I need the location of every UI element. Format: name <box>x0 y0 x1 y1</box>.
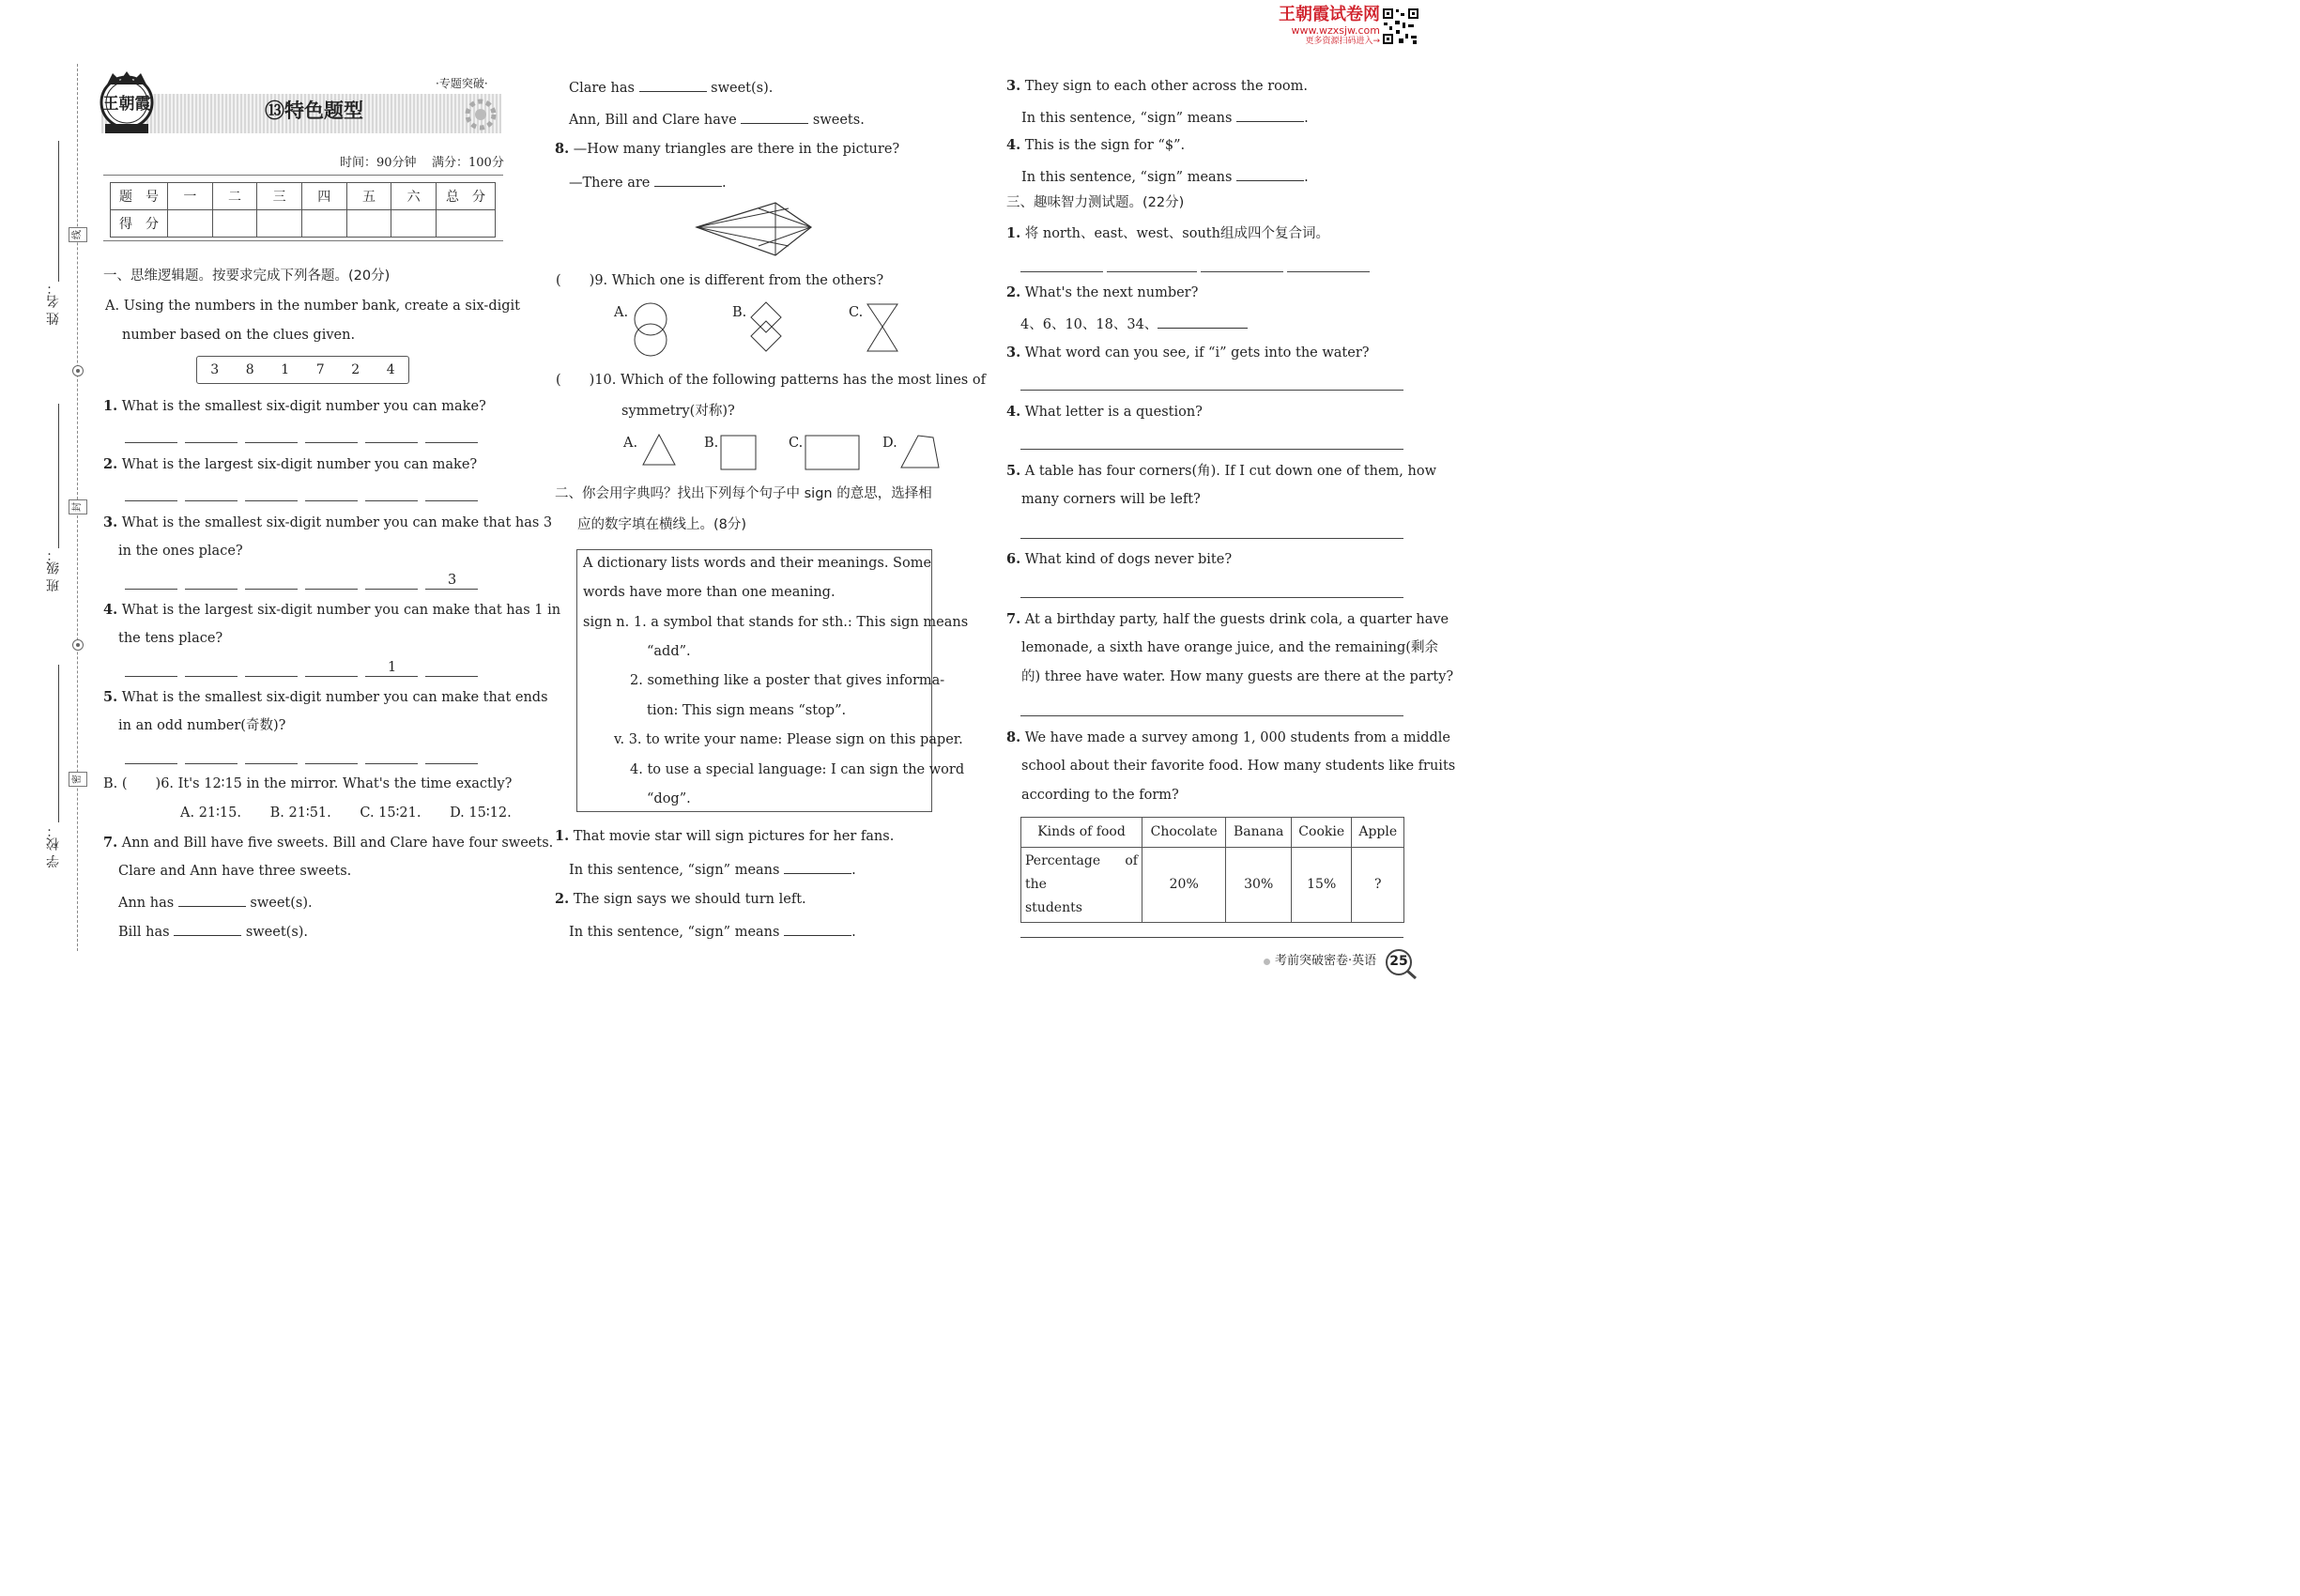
score-cell[interactable] <box>346 210 391 238</box>
sign-sentence-4: 4. This is the sign for “$”. <box>1006 137 1186 153</box>
title-text: 特色题型 <box>284 100 363 122</box>
question-4: 4. What is the largest six-digit number you can make that has 1 in <box>103 602 561 618</box>
fun-question-1: 1. 将 north、east、west、south组成四个复合词。 <box>1006 225 1329 241</box>
triangles-kite-figure <box>693 199 815 259</box>
question-6: B. ( )6. It's 12∶15 in the mirror. What's the time exactly? <box>103 776 513 791</box>
table-row-label: Percentage of the students <box>1021 847 1142 923</box>
qr-code-icon[interactable] <box>1382 8 1419 45</box>
site-brand <box>1275 6 1380 47</box>
fun-question-7: 7. At a birthday party, half the guests drink cola, a quarter have <box>1006 611 1449 627</box>
score-cell[interactable] <box>257 210 302 238</box>
table-cell: 20% <box>1142 847 1226 923</box>
name-field[interactable] <box>58 141 59 282</box>
answer-blank[interactable] <box>654 173 722 187</box>
answer-line[interactable] <box>1020 937 1403 938</box>
score-cell[interactable] <box>301 210 346 238</box>
score-table <box>110 182 496 238</box>
fun-question-8-cont2: according to the form? <box>1021 788 1179 803</box>
answer-line[interactable] <box>1020 597 1403 598</box>
score-table-rule <box>103 175 503 176</box>
sign-meaning-3: In this sentence, “sign” means . <box>1021 108 1309 127</box>
sign-sentence-1: 1. That movie star will sign pictures for her fans. <box>555 828 895 844</box>
answer-line[interactable] <box>1020 538 1403 539</box>
section1-intro-cont: number based on the clues given. <box>122 328 356 343</box>
site-url[interactable]: www.wzxsjw.com <box>1291 24 1380 37</box>
q10-option-a-label[interactable]: A. <box>623 436 638 451</box>
answer-blank[interactable] <box>784 860 851 874</box>
dict-line: “add”. <box>647 644 691 659</box>
score-header: 题 号 <box>111 183 168 210</box>
title-number: ⑬ <box>265 100 284 122</box>
q6-options <box>180 806 512 821</box>
question-7: 7. Ann and Bill have five sweets. Bill and Clare have four sweets. <box>103 835 554 851</box>
number-bank-digit: 3 <box>210 362 220 377</box>
table-cell: 30% <box>1226 847 1292 923</box>
section3-heading: 三、趣味智力测试题。(22分) <box>1006 195 1185 210</box>
question-3: 3. What is the smallest six-digit number you can make that has 3 <box>103 514 553 530</box>
q7-all: Ann, Bill and Clare have sweets. <box>569 110 865 129</box>
answer-blank[interactable] <box>741 110 808 124</box>
answer-line[interactable] <box>1020 449 1403 450</box>
score-header: 总 分 <box>437 183 496 210</box>
fun-question-8-cont: school about their favorite food. How many students like fruits <box>1021 759 1456 774</box>
q9-two-circles-figure[interactable] <box>631 300 670 359</box>
exam-score: 满分：100分 <box>432 156 504 170</box>
fold-mark-seal: 封 <box>69 499 87 514</box>
sign-meaning-2: In this sentence, “sign” means . <box>569 922 856 941</box>
class-label: 班 级： <box>46 548 61 592</box>
question-10-cont: symmetry(对称)? <box>621 404 735 419</box>
sign-meaning-1: In this sentence, “sign” means . <box>569 860 856 879</box>
sign-meaning-4: In this sentence, “sign” means . <box>1021 167 1309 186</box>
question-2: 2. What is the largest six-digit number you can make? <box>103 456 478 472</box>
sign-sentence-2: 2. The sign says we should turn left. <box>555 891 806 907</box>
table-header: Chocolate <box>1142 818 1226 848</box>
table-header: Banana <box>1226 818 1292 848</box>
binding-hole-icon <box>71 638 84 652</box>
section1-heading: 一、思维逻辑题。按要求完成下列各题。(20分) <box>103 269 391 284</box>
question-5-cont: in an odd number(奇数)? <box>118 718 286 733</box>
q9-hourglass-figure[interactable] <box>864 300 901 355</box>
q9-option-b-label[interactable]: B. <box>732 305 747 320</box>
exam-time: 时间：90分钟 <box>340 156 417 170</box>
table-header: Cookie <box>1291 818 1351 848</box>
dict-line: words have more than one meaning. <box>583 585 836 600</box>
fun-question-5-cont: many corners will be left? <box>1021 492 1201 507</box>
q7-ann: Ann has sweet(s). <box>118 893 313 912</box>
score-cell[interactable] <box>168 210 213 238</box>
q9-option-c-label[interactable]: C. <box>849 305 864 320</box>
q9-option-a-label[interactable]: A. <box>614 305 629 320</box>
page-title <box>265 100 363 123</box>
option[interactable]: B. 21∶51. <box>269 806 331 821</box>
binding-hole-icon <box>71 364 84 377</box>
header-category: ·专题突破· <box>436 77 488 90</box>
answer-blank[interactable] <box>174 922 241 936</box>
fun-question-5: 5. A table has four corners(角). If I cut down one of them, how <box>1006 463 1436 479</box>
table-header: Apple <box>1352 818 1404 848</box>
option[interactable]: C. 15∶21. <box>360 806 422 821</box>
answer-blank[interactable] <box>1158 315 1248 329</box>
question-3-cont: in the ones place? <box>118 544 243 559</box>
q9-two-diamonds-figure[interactable] <box>747 300 785 355</box>
page-number: 25 <box>1389 954 1408 969</box>
score-table-rule <box>103 240 503 241</box>
option[interactable]: A. 21∶15. <box>180 806 241 821</box>
q7-bill: Bill has sweet(s). <box>118 922 308 941</box>
answer-blank[interactable] <box>784 922 851 936</box>
q7-clare: Clare has sweet(s). <box>569 78 773 97</box>
number-bank <box>196 356 409 384</box>
school-label: 学 校： <box>46 824 61 868</box>
dict-line: tion: This sign means “stop”. <box>647 703 847 718</box>
answer-blank[interactable] <box>639 78 707 92</box>
question-1: 1. What is the smallest six-digit number you can make? <box>103 398 486 414</box>
score-header: 二 <box>212 183 257 210</box>
answer-line[interactable] <box>1020 390 1403 391</box>
fold-mark-secret: 密 <box>69 772 87 787</box>
score-row-label: 得 分 <box>111 210 168 238</box>
table-header: Kinds of food <box>1021 818 1142 848</box>
question-9: ( )9. Which one is different from the others? <box>556 273 884 288</box>
q10-trapezoid-figure[interactable] <box>897 432 943 471</box>
dict-line: sign n. 1. a symbol that stands for sth.: This sign means <box>583 615 969 630</box>
score-header: 三 <box>257 183 302 210</box>
q10-rectangle-figure[interactable] <box>804 434 862 471</box>
number-bank-digit: 2 <box>351 362 360 377</box>
dict-line: A dictionary lists words and their meanings. Some <box>583 556 932 571</box>
q10-option-b-label[interactable]: B. <box>704 436 719 451</box>
question-5: 5. What is the smallest six-digit number you can make that ends <box>103 689 548 705</box>
fold-mark-line: 线 <box>69 227 87 242</box>
number-bank-digit: 7 <box>315 362 325 377</box>
school-field[interactable] <box>58 665 59 822</box>
q4-filled-digit: 1 <box>388 660 397 675</box>
q10-option-c-label[interactable]: C. <box>789 436 804 451</box>
fun-question-3: 3. What word can you see, if “i” gets into the water? <box>1006 345 1370 361</box>
name-label: 姓 名： <box>46 282 61 326</box>
dict-line: “dog”. <box>647 791 691 806</box>
food-survey-table <box>1020 817 1404 923</box>
q10-triangle-figure[interactable] <box>640 432 678 468</box>
fun-question-7-cont: lemonade, a sixth have orange juice, and the remaining(剩余 <box>1021 640 1438 655</box>
question-4-cont: the tens place? <box>118 631 223 646</box>
table-cell: ? <box>1352 847 1404 923</box>
logo-text: 王朝霞 <box>102 95 151 114</box>
footer-bullet <box>1264 959 1270 965</box>
answer-blank[interactable] <box>178 893 246 907</box>
sign-sentence-3: 3. They sign to each other across the room. <box>1006 78 1308 94</box>
site-name: 王朝霞试卷网 <box>1279 5 1380 24</box>
score-cell[interactable] <box>437 210 496 238</box>
dict-line: v. 3. to write your name: Please sign on this paper. <box>614 732 963 747</box>
question-8: 8. —How many triangles are there in the picture? <box>555 141 900 157</box>
fun-question-2: 2. What's the next number? <box>1006 284 1199 300</box>
section2-heading-cont: 应的数字填在横线上。(8分) <box>577 517 747 532</box>
fun-question-7-cont2: 的) three have water. How many guests are there at the party? <box>1021 669 1454 684</box>
class-field[interactable] <box>58 404 59 548</box>
number-bank-digit: 4 <box>386 362 395 377</box>
question-7-cont: Clare and Ann have three sweets. <box>118 864 352 879</box>
section2-heading: 二、你会用字典吗？找出下列每个句子中 sign 的意思，选择相 <box>555 486 932 501</box>
logo-emblem <box>98 69 156 139</box>
dict-line: 4. to use a special language: I can sign the word <box>630 762 965 777</box>
table-cell: 15% <box>1291 847 1351 923</box>
answer-blank[interactable] <box>1236 108 1304 122</box>
score-header: 六 <box>391 183 437 210</box>
score-header: 一 <box>168 183 213 210</box>
gear-decoration-icon <box>456 92 501 135</box>
answer-line[interactable] <box>1020 715 1403 716</box>
score-header: 四 <box>301 183 346 210</box>
q10-square-figure[interactable] <box>719 434 759 471</box>
fun-question-4: 4. What letter is a question? <box>1006 404 1203 420</box>
question-8-answer: —There are . <box>569 173 727 192</box>
dict-line: 2. something like a poster that gives informa- <box>630 673 945 688</box>
q3-filled-digit: 3 <box>448 573 457 588</box>
site-tagline: 更多资源扫码进入→ <box>1305 37 1380 46</box>
score-header: 五 <box>346 183 391 210</box>
footer-text: 考前突破密卷·英语 <box>1275 954 1377 968</box>
number-bank-digit: 8 <box>245 362 254 377</box>
number-bank-digit: 1 <box>281 362 290 377</box>
answer-blank[interactable] <box>1236 167 1304 181</box>
option[interactable]: D. 15∶12. <box>450 806 512 821</box>
question-10: ( )10. Which of the following patterns has the most lines of <box>556 373 986 388</box>
section1-intro: A. Using the numbers in the number bank, create a six-digit <box>105 299 521 314</box>
fun-question-8: 8. We have made a survey among 1, 000 students from a middle <box>1006 729 1451 745</box>
q10-option-d-label[interactable]: D. <box>882 436 897 451</box>
score-cell[interactable] <box>212 210 257 238</box>
score-cell[interactable] <box>391 210 437 238</box>
number-sequence: 4、6、10、18、34、 <box>1020 315 1248 333</box>
fun-question-6: 6. What kind of dogs never bite? <box>1006 551 1233 567</box>
